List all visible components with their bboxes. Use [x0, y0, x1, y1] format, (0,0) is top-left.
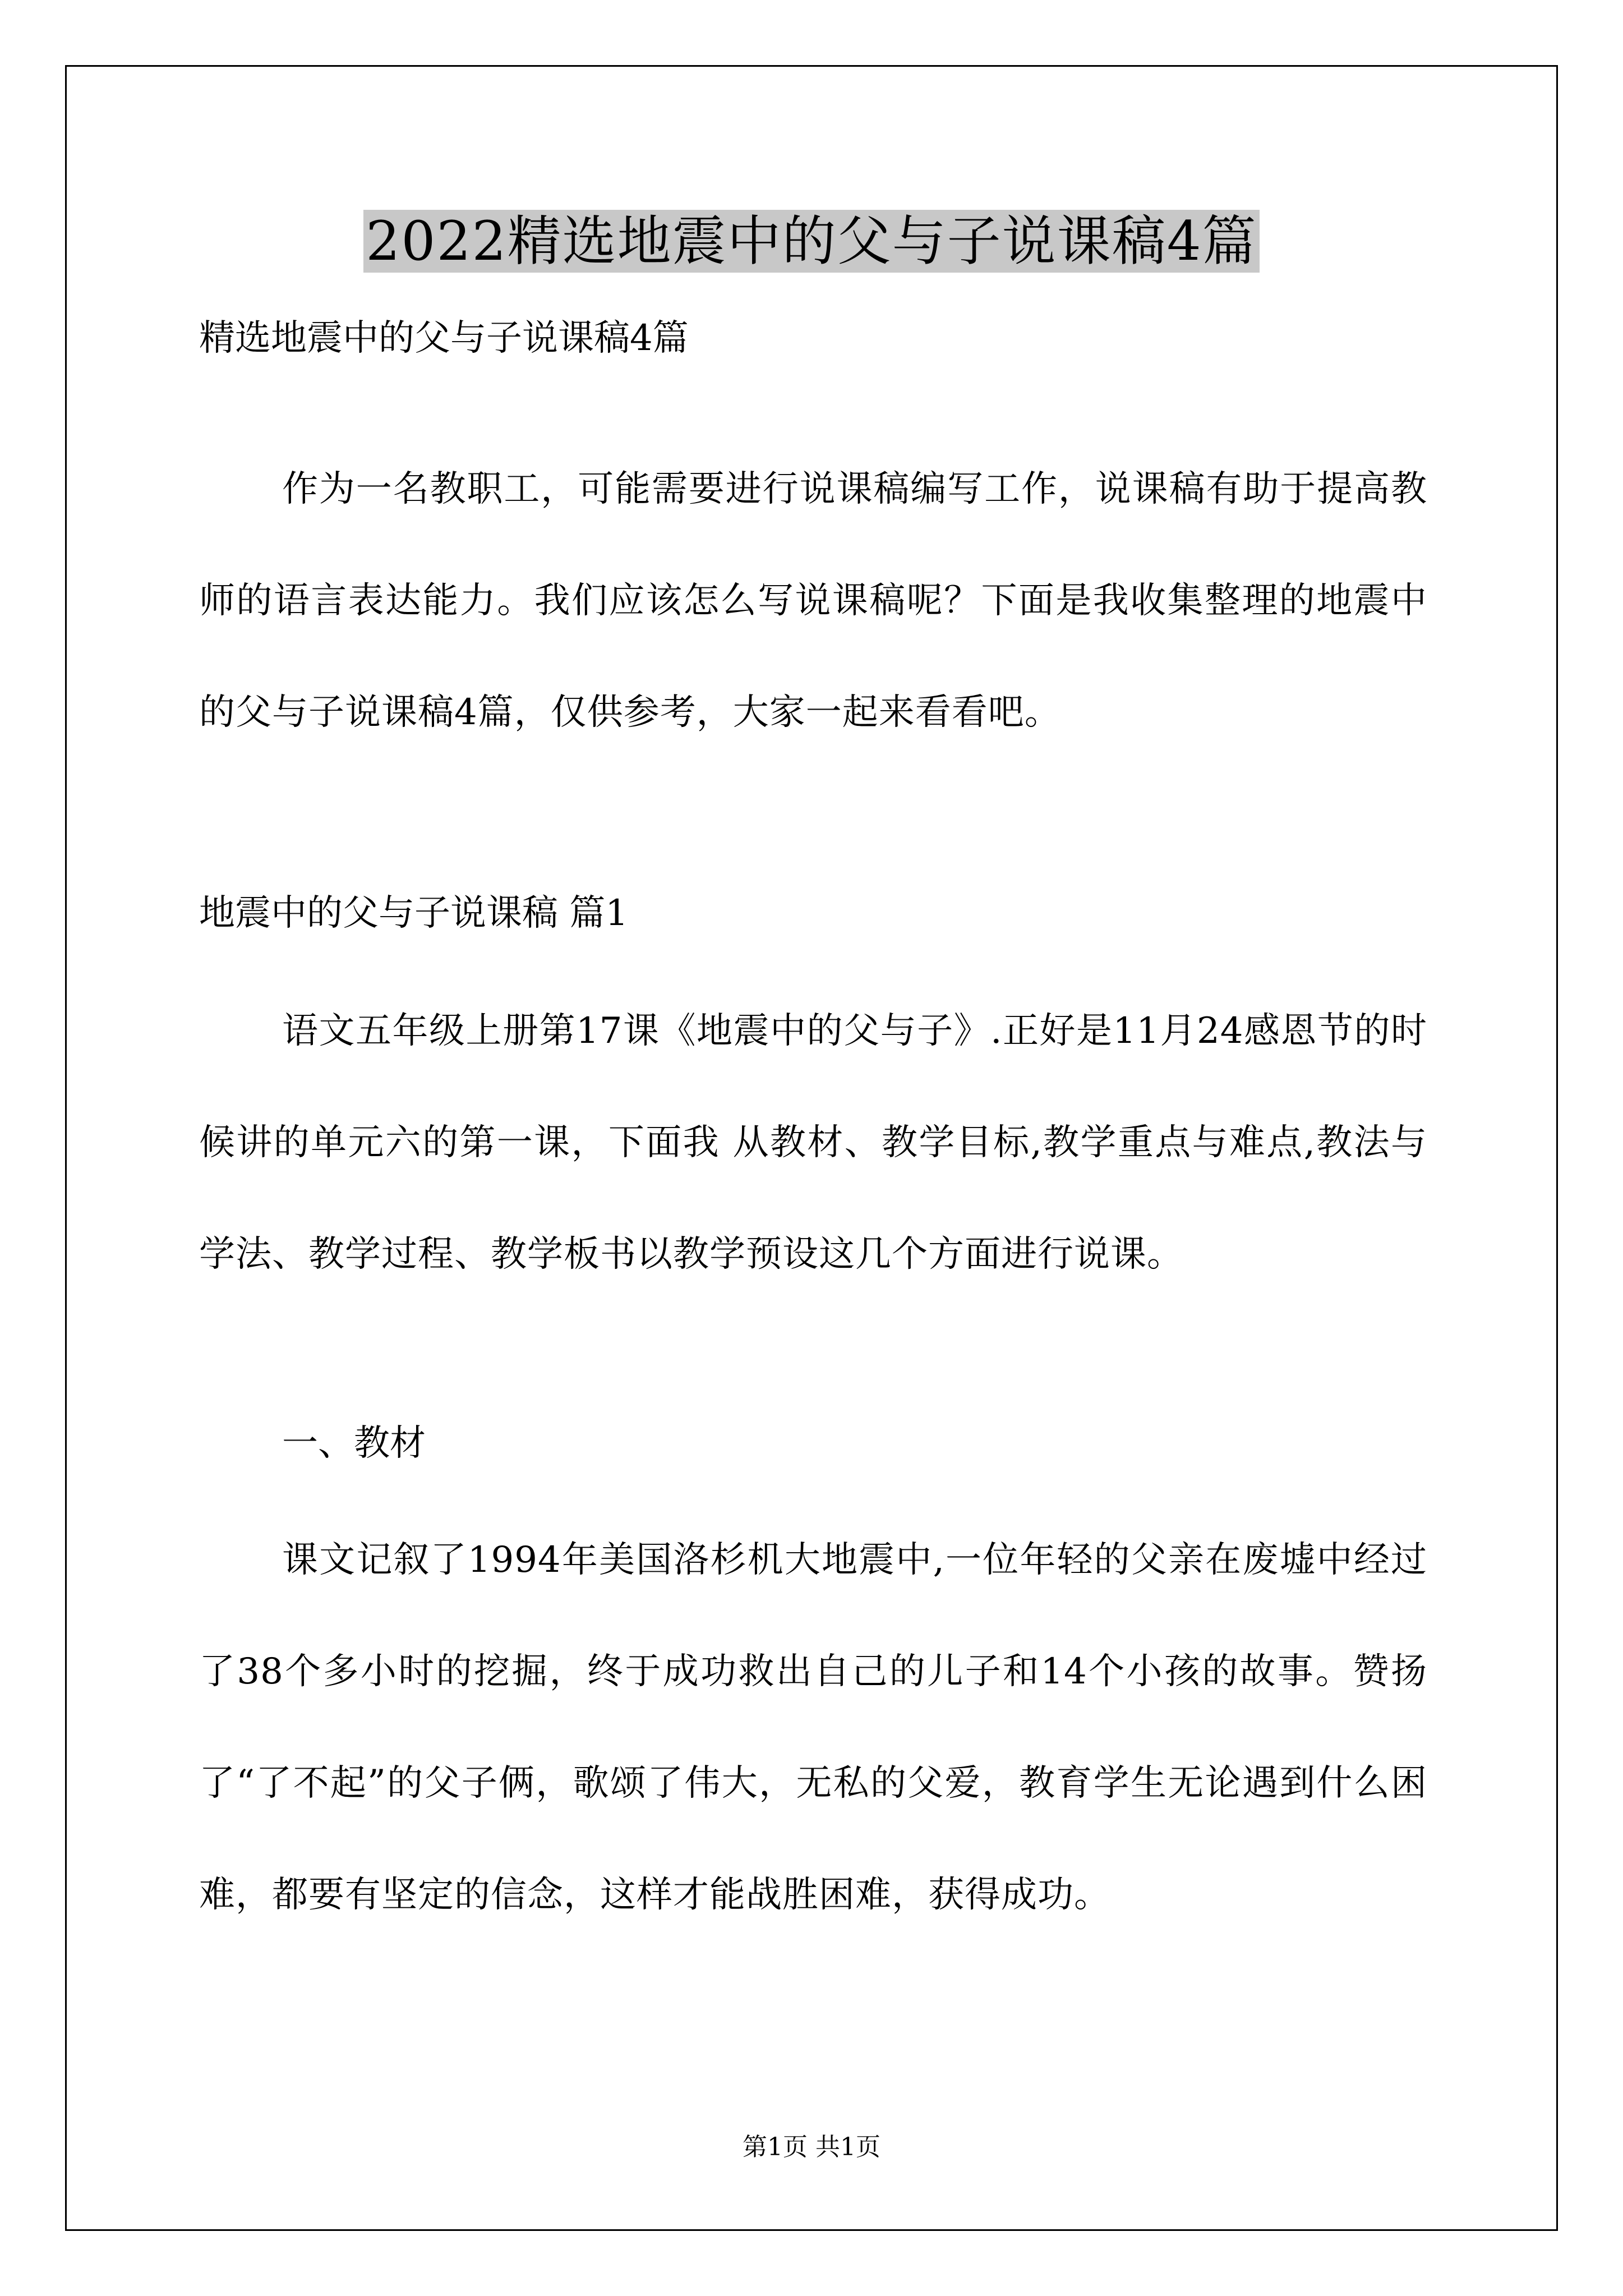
section-heading: 地震中的父与子说课稿 篇1: [199, 892, 629, 934]
paragraph-2: 课文记叙了1994年美国洛杉机大地震中,一位年轻的父亲在废墟中经过了38个多小时的挖掘，终于成功救出自己的儿子和14个小孩的故事。赞扬了“了不起”的父子俩，歌颂了伟大，无私的父爱，教育学生无论遇到什么困难，都要有坚定的信念，这样才能战胜困难，获得成功。: [199, 1539, 1427, 1916]
document-title: [0, 202, 1623, 280]
page-footer: 第1页 共1页: [743, 2133, 880, 2161]
sub-heading-teaching-material: 一、教材: [282, 1423, 426, 1464]
document-title-text: 2022精选地震中的父与子说课稿4篇: [363, 210, 1259, 273]
document-subtitle: 精选地震中的父与子说课稿4篇: [199, 318, 689, 359]
paragraph-1: 语文五年级上册第17课《地震中的父与子》.正好是11月24感恩节的时候讲的单元六的第一课，下面我 从教材、教学目标,教学重点与难点,教法与学法、教学过程、教学板书以教学预设这几个方面进行说课。: [199, 1010, 1427, 1275]
intro-paragraph: 作为一名教职工，可能需要进行说课稿编写工作，说课稿有助于提高教师的语言表达能力。我们应该怎么写说课稿呢？下面是我收集整理的地震中的父与子说课稿4篇，仅供参考，大家一起来看看吧。: [199, 468, 1427, 733]
